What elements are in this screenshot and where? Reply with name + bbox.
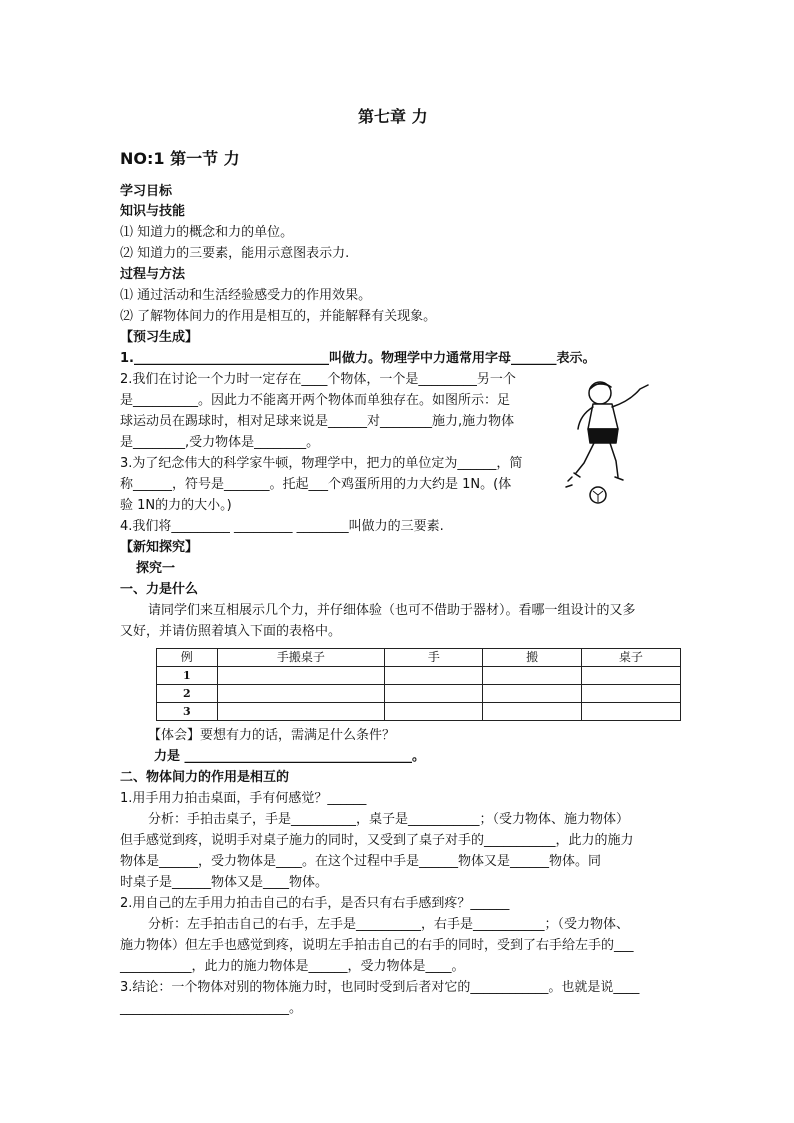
- answer-cell[interactable]: [385, 685, 483, 703]
- process-item-1: ⑴ 通过活动和生活经验感受力的作用效果。: [120, 288, 372, 303]
- answer-cell[interactable]: [483, 685, 581, 703]
- part2-analysis-2-line-1: 分析：左手拍击自己的右手，左手是__________，右手是___________；（受力物体、: [148, 917, 630, 932]
- answer-cell[interactable]: [385, 703, 483, 721]
- row-number: 1: [157, 667, 218, 685]
- preview-question-3-line-3: 验 1N的力的大小。): [120, 498, 232, 513]
- row-number: 2: [157, 685, 218, 703]
- explore-heading: 【新知探究】: [120, 540, 199, 555]
- preview-question-2-line-3: 球运动员在踢球时，相对足球来说是______对________施力,施力物体: [120, 414, 515, 429]
- part1-text-line-2: 又好，并请仿照着填入下面的表格中。: [120, 624, 342, 639]
- objectives-heading: 学习目标: [120, 184, 173, 199]
- force-definition-blank: 力是 ___________________________________。: [154, 749, 426, 764]
- table-row: [157, 667, 681, 685]
- answer-cell[interactable]: [581, 685, 680, 703]
- part2-heading: 二、物体间力的作用是相互的: [120, 770, 290, 785]
- part1-text-line-1: 请同学们来互相展示几个力，并仔细体验（也可不借助于器材）。看哪一组设计的又多: [148, 603, 636, 618]
- section-title: NO:1 第一节 力: [120, 149, 240, 168]
- part2-analysis-1-line-4: 时桌子是______物体又是____物体。: [120, 875, 329, 890]
- row-number: 3: [157, 703, 218, 721]
- answer-cell[interactable]: [581, 703, 680, 721]
- answer-cell[interactable]: [217, 685, 385, 703]
- chapter-title: 第七章 力: [358, 107, 428, 126]
- preview-heading: 【预习生成】: [120, 330, 199, 345]
- answer-cell[interactable]: [581, 667, 680, 685]
- preview-question-3-line-1: 3.为了纪念伟大的科学家牛顿，物理学中，把力的单位定为______，简: [120, 456, 523, 471]
- force-example-table: [156, 648, 681, 721]
- part2-question-2: 2.用自己的左手用力拍击自己的右手，是否只有右手感到疼？______: [120, 896, 510, 911]
- answer-cell[interactable]: [217, 703, 385, 721]
- table-header-cell: 搬: [483, 649, 581, 667]
- part2-analysis-1-line-1: 分析：手拍击桌子，手是__________，桌子是___________；（受力物体、施力物体）: [148, 812, 630, 827]
- preview-question-3-line-2: 称______，符号是_______。托起___个鸡蛋所用的力大约是 1N。(体: [120, 477, 512, 492]
- table-row: [157, 685, 681, 703]
- answer-cell[interactable]: [217, 667, 385, 685]
- preview-question-4: 4.我们将_________ _________ ________叫做力的三要素.: [120, 519, 444, 534]
- table-header-cell: 桌子: [581, 649, 680, 667]
- knowledge-item-2: ⑵ 知道力的三要素，能用示意图表示力.: [120, 246, 350, 261]
- table-header-cell: 例: [157, 649, 218, 667]
- knowledge-heading: 知识与技能: [120, 204, 186, 219]
- process-heading: 过程与方法: [120, 267, 186, 282]
- part2-question-1: 1.用手用力拍击桌面，手有何感觉？______: [120, 791, 367, 806]
- part2-analysis-2-line-3: ___________，此力的施力物体是______，受力物体是____。: [120, 959, 465, 974]
- preview-question-2-line-4: 是________,受力物体是________。: [120, 435, 320, 450]
- conclusion-line-2: __________________________。: [120, 1001, 303, 1016]
- explore-subheading: 探究一: [136, 561, 176, 576]
- table-header-cell: 手: [385, 649, 483, 667]
- insight-question: 【体会】要想有力的话，需满足什么条件？: [148, 728, 396, 743]
- table-header-row: [157, 649, 681, 667]
- answer-cell[interactable]: [385, 667, 483, 685]
- part2-analysis-2-line-2: 施力物体）但左手也感觉到疼，说明左手拍击自己的右手的同时，受到了右手给左手的___: [120, 938, 634, 953]
- knowledge-item-1: ⑴ 知道力的概念和力的单位。: [120, 225, 294, 240]
- preview-question-1: 1.______________________________叫做力。物理学中力通常用字母_______表示。: [120, 351, 596, 366]
- soccer-player-illustration: [560, 377, 666, 507]
- table-row: [157, 703, 681, 721]
- preview-question-2-line-2: 是__________。因此力不能离开两个物体而单独存在。如图所示：足: [120, 393, 511, 408]
- part2-analysis-1-line-3: 物体是______，受力物体是____。在这个过程中手是______物体又是______物体。同: [120, 854, 602, 869]
- table-header-cell: 手搬桌子: [217, 649, 385, 667]
- preview-question-2-line-1: 2.我们在讨论一个力时一定存在____个物体，一个是_________另一个: [120, 372, 516, 387]
- answer-cell[interactable]: [483, 667, 581, 685]
- conclusion-line-1: 3.结论：一个物体对别的物体施力时，也同时受到后者对它的____________。也就是说____: [120, 980, 640, 995]
- part1-heading: 一、力是什么: [120, 582, 199, 597]
- answer-cell[interactable]: [483, 703, 581, 721]
- part2-analysis-1-line-2: 但手感觉到疼，说明手对桌子施力的同时，又受到了桌子对手的___________，此力的施力: [120, 833, 634, 848]
- process-item-2: ⑵ 了解物体间力的作用是相互的，并能解释有关现象。: [120, 309, 437, 324]
